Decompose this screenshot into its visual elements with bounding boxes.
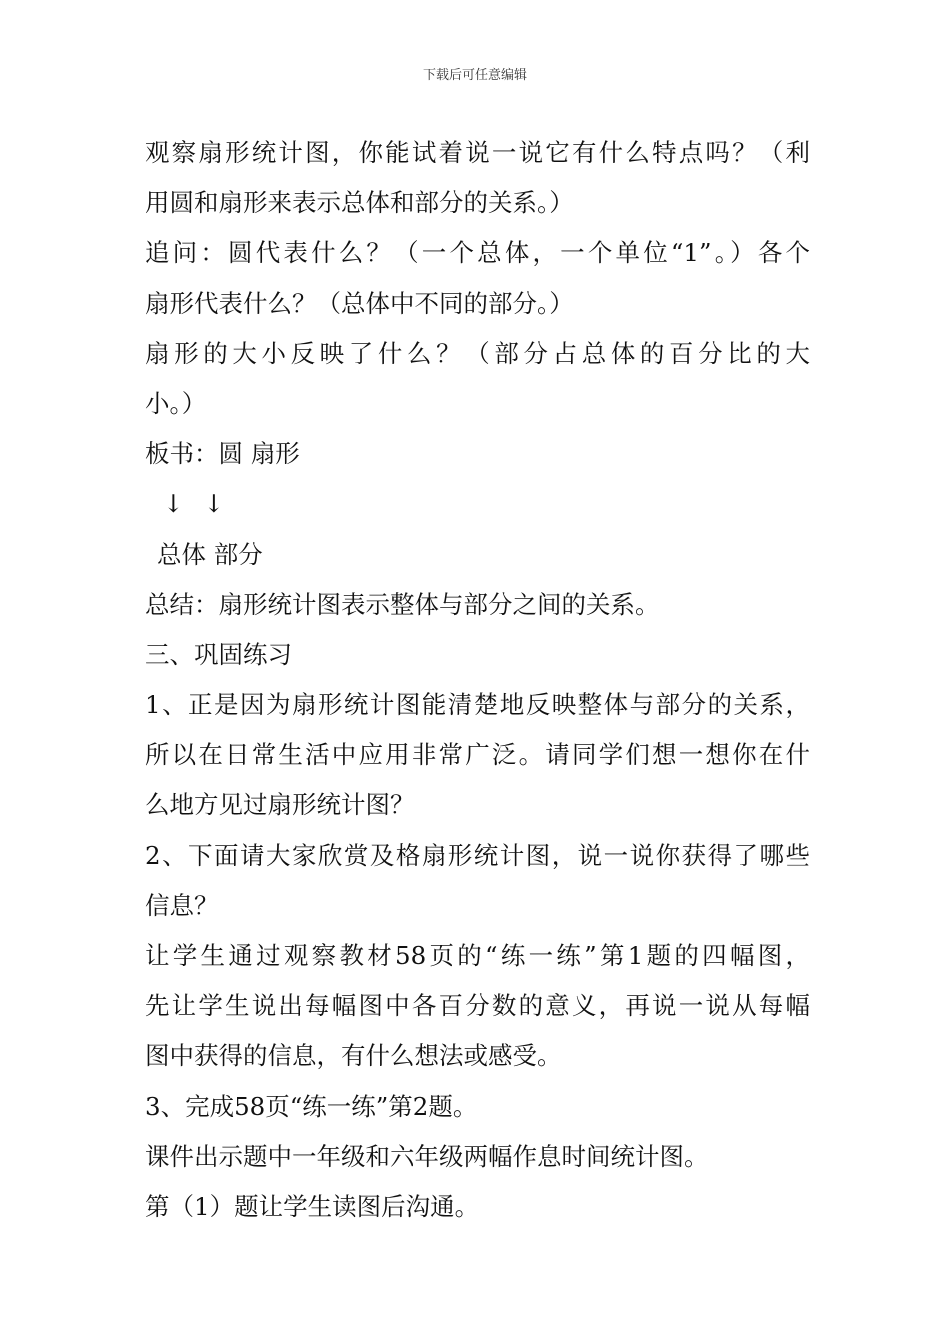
paragraph-line: 总结：扇形统计图表示整体与部分之间的关系。: [145, 589, 660, 619]
blackboard-title: 板书：圆 扇形: [145, 439, 300, 469]
down-arrow-icon: ↓: [203, 489, 225, 519]
document-body: [145, 128, 810, 1232]
paragraph-line: 信息？: [145, 890, 219, 920]
paragraph-line: 先让学生说出每幅图中各百分数的意义，再说一说从每幅: [145, 991, 810, 1021]
down-arrow-icon: ↓: [163, 489, 184, 519]
paragraph-line: 追问：圆代表什么？（一个总体，一个单位“1”。）各个: [145, 238, 810, 268]
paragraph-line: 3、完成58页“练一练”第2题。: [145, 1091, 478, 1121]
blackboard-arrows: [145, 479, 810, 529]
paragraph-line: 小。）: [145, 388, 207, 418]
paragraph-line: 扇形的大小反映了什么？（部分占总体的百分比的大: [145, 338, 810, 368]
paragraph-line: 让学生通过观察教材58页的“练一练”第1题的四幅图，: [145, 941, 810, 970]
paragraph-line: 所以在日常生活中应用非常广泛。请同学们想一想你在什: [145, 740, 810, 770]
page-header: 下载后可任意编辑: [422, 68, 527, 83]
paragraph-line: 第（1）题让学生读图后沟通。: [145, 1191, 480, 1221]
paragraph-line: 用圆和扇形来表示总体和部分的关系。）: [145, 188, 574, 218]
paragraph-line: 2、下面请大家欣赏及格扇形统计图，说一说你获得了哪些: [145, 840, 810, 870]
paragraph-line: 课件出示题中一年级和六年级两幅作息时间统计图。: [145, 1141, 709, 1171]
paragraph-line: 观察扇形统计图，你能试着说一说它有什么特点吗？（利: [145, 138, 810, 167]
paragraph-line: 图中获得的信息，有什么想法或感受。: [145, 1041, 562, 1071]
section-heading: 三、巩固练习: [145, 639, 292, 669]
paragraph-line: 1、正是因为扇形统计图能清楚地反映整体与部分的关系，: [145, 690, 810, 720]
blackboard-terms: 总体 部分: [157, 539, 263, 569]
paragraph-line: 扇形代表什么？（总体中不同的部分。）: [145, 288, 574, 318]
paragraph-line: 么地方见过扇形统计图？: [145, 790, 415, 820]
